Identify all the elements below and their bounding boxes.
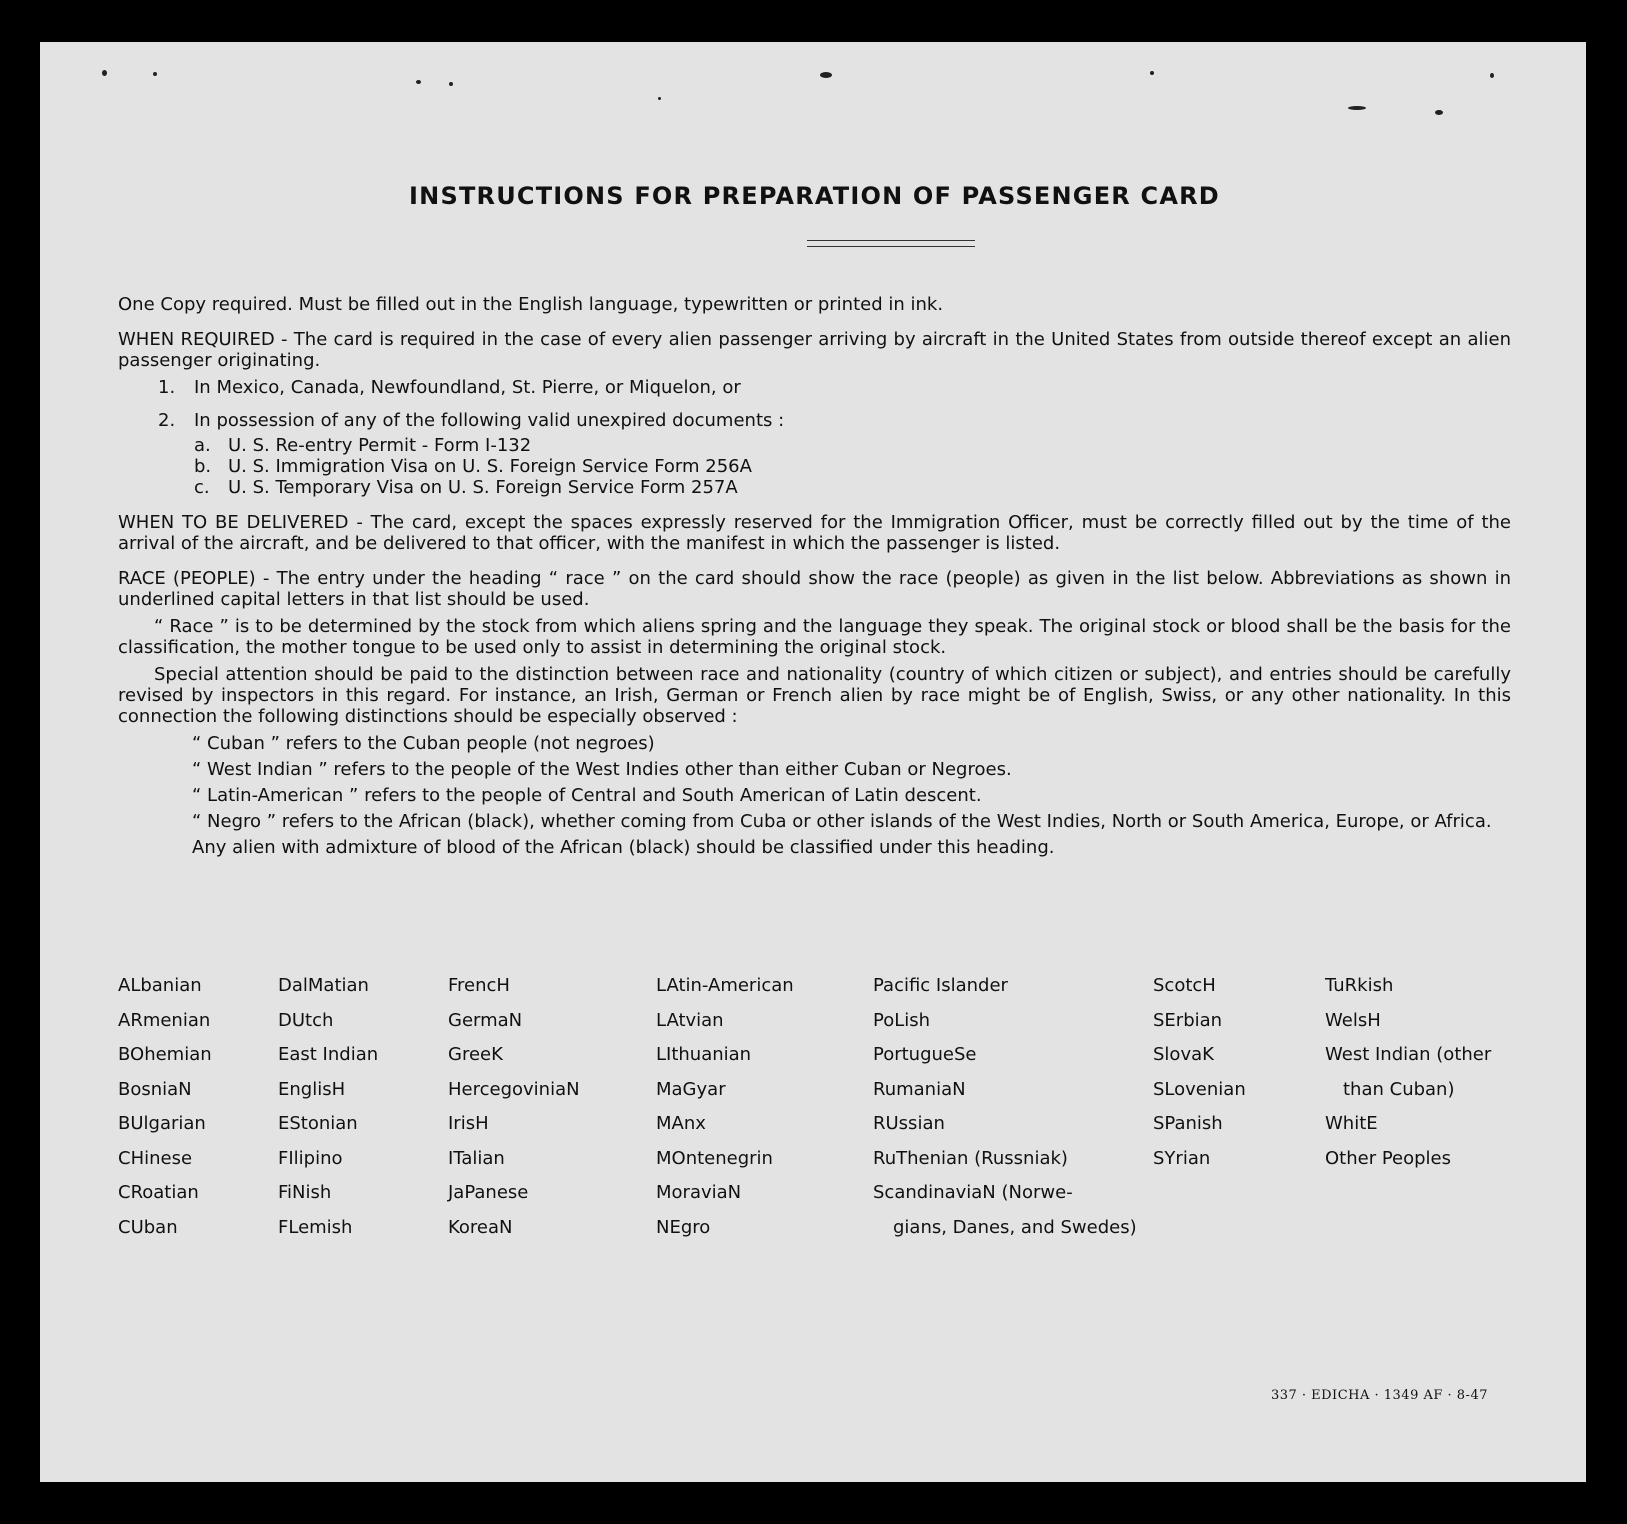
race-entry: BUlgarian [118,1113,206,1134]
race-paragraph: RACE (PEOPLE) - The entry under the heading “ race ” on the card should show the race (people) as given in the list below. Abbreviations as shown in underlined capital letters in that list should be used. [118,568,1511,610]
scan-speck [1348,106,1366,110]
distinction-item: “ West Indian ” refers to the people of the West Indies other than either Cuban or Negroes. [192,759,1012,780]
document-item [194,435,1511,456]
list-item [158,410,1511,431]
race-entry: DalMatian [278,975,369,996]
document-letter: c. [194,477,210,498]
race-entry: NEgro [656,1216,711,1238]
race-entry: MAnx [656,1113,706,1134]
race-definition-paragraph: “ Race ” is to be determined by the stock from which aliens spring and the language they speak. The original stock or blood shall be the basis for the classification, the mother tongue to be used only to assist in determining the original stock. [118,616,1511,658]
scan-speck [416,80,421,84]
race-entry: West Indian (other [1325,1044,1492,1065]
race-entry: EStonian [278,1113,358,1134]
race-entry-continuation: gians, Danes, and Swedes) [893,1216,1137,1238]
intro-paragraph: One Copy required. Must be filled out in the English language, typewritten or printed in ink. [118,294,944,315]
list-number: 1. [158,377,176,398]
distinction-item: “ Latin-American ” refers to the people of Central and South American of Latin descent. [192,785,982,806]
race-entry-continuation: than Cuban) [1343,1078,1455,1100]
document-text: U. S. Temporary Visa on U. S. Foreign Service Form 257A [228,477,738,498]
race-entry: RumaniaN [873,1078,966,1100]
race-entry: RuThenian (Russniak) [873,1147,1068,1169]
race-entry: FIlipino [278,1147,343,1169]
document-title: INSTRUCTIONS FOR PREPARATION OF PASSENGER CARD [409,182,1220,210]
race-entry: Other Peoples [1325,1147,1452,1169]
race-entry: IrisH [448,1113,489,1134]
race-entry: WelsH [1325,1009,1381,1031]
scan-speck [449,82,453,86]
race-entry: ALbanian [118,975,202,996]
special-attention-paragraph: Special attention should be paid to the distinction between race and nationality (country of which citizen or subject), and entries should be carefully revised by inspectors in this regard. For instance, an Irish, German or French alien by race might be of English, Swiss, or any other nationality. In this connection the following distinctions should be especially observed : [118,664,1511,727]
race-entry: TuRkish [1325,975,1394,996]
race-entry: FLemish [278,1216,353,1238]
race-entry: KoreaN [448,1216,513,1238]
race-column [448,972,580,1248]
race-entry: PoLish [873,1009,931,1031]
race-entry: HercegoviniaN [448,1078,580,1100]
race-entry: ARmenian [118,1009,211,1031]
race-entry: East Indian [278,1044,379,1065]
document-item [194,477,1511,498]
race-entry: CHinese [118,1147,193,1169]
scan-speck [102,70,107,76]
race-entry: LIthuanian [656,1044,752,1065]
document-page [40,42,1586,1482]
race-entry: GreeK [448,1044,503,1065]
race-entry: SLovenian [1153,1078,1246,1100]
race-column [1153,972,1246,1179]
race-column [1325,972,1491,1179]
when-required-paragraph: WHEN REQUIRED - The card is required in the case of every alien passenger arriving by aircraft in the United States from outside thereof except an alien passenger originating. [118,329,1511,371]
race-entry: BOhemian [118,1044,212,1065]
list-item [158,377,1511,398]
race-column [873,972,1137,1248]
race-entry: WhitE [1325,1113,1378,1134]
race-entry: CRoatian [118,1182,199,1203]
race-entry: EnglisH [278,1078,346,1100]
list-text: In possession of any of the following valid unexpired documents : [194,410,785,431]
form-number-footer: 337 · EDICHA · 1349 AF · 8-47 [1270,1388,1488,1403]
scan-speck [658,97,661,100]
when-delivered-paragraph: WHEN TO BE DELIVERED - The card, except the spaces expressly reserved for the Immigration Officer, must be correctly filled out by the time of the arrival of the aircraft, and be delivered to that officer, with the manifest in which the passenger is listed. [118,512,1511,554]
documents-list [194,435,1511,498]
document-text: U. S. Immigration Visa on U. S. Foreign Service Form 256A [228,456,752,477]
title-double-rule [807,240,975,247]
document-letter: a. [194,435,211,456]
race-entry: SPanish [1153,1113,1223,1134]
scan-speck [1435,110,1443,115]
race-entry: ITalian [448,1147,505,1169]
race-entry: RUssian [873,1113,945,1134]
race-entry: SlovaK [1153,1044,1214,1065]
race-entry: DUtch [278,1009,334,1031]
race-entry: PortugueSe [873,1044,977,1065]
document-letter: b. [194,456,212,477]
race-entry: MoraviaN [656,1182,742,1203]
race-entry: Pacific Islander [873,975,1008,996]
race-entry: ScotcH [1153,975,1216,996]
race-column [278,972,378,1248]
race-entry: CUban [118,1216,178,1238]
document-text: U. S. Re-entry Permit - Form I-132 [228,435,532,456]
scan-speck [820,72,832,78]
race-column [118,972,212,1248]
scan-speck [1150,71,1154,75]
list-number: 2. [158,410,176,431]
race-entry: MOntenegrin [656,1147,773,1169]
race-column [656,972,794,1248]
race-entry: SErbian [1153,1009,1223,1031]
race-entry: ScandinaviaN (Norwe- [873,1182,1073,1203]
race-entry: FrencH [448,975,510,996]
list-text: In Mexico, Canada, Newfoundland, St. Pierre, or Miquelon, or [194,377,741,398]
race-entry: LAtin-American [656,975,794,996]
admixture-note: Any alien with admixture of blood of the African (black) should be classified under this heading. [192,837,1055,858]
document-item [194,456,1511,477]
race-entry: SYrian [1153,1147,1211,1169]
scan-speck [1490,73,1494,78]
instructions-body [118,294,1511,858]
race-entry: JaPanese [448,1182,529,1203]
race-entry: GermaN [448,1009,523,1031]
scan-speck [153,72,157,76]
race-entry: FiNish [278,1182,332,1203]
distinction-item: “ Cuban ” refers to the Cuban people (not negroes) [192,733,655,754]
race-entry: BosniaN [118,1078,192,1100]
distinctions-list [192,733,1511,832]
race-entry: MaGyar [656,1078,726,1100]
race-entry: LAtvian [656,1009,724,1031]
distinction-item: “ Negro ” refers to the African (black), whether coming from Cuba or other islands of the West Indies, North or South America, Europe, or Africa. [192,811,1492,832]
